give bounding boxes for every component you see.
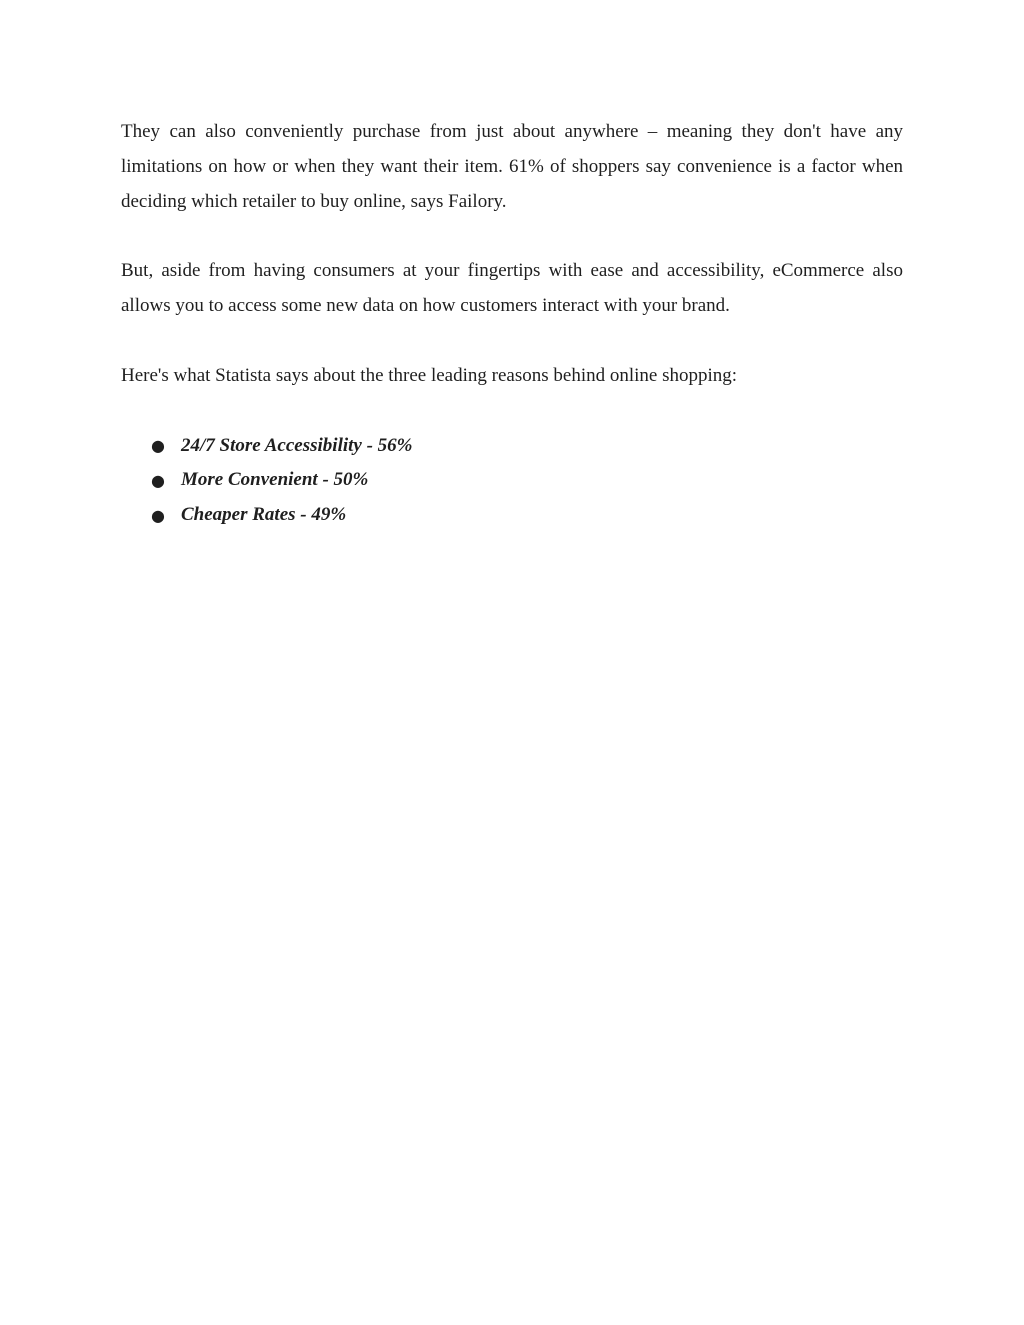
paragraph-statista-intro: Here's what Statista says about the three leading reasons behind online shopping: <box>121 364 738 386</box>
paragraph-ecommerce-data: But, aside from having consumers at your fingertips with ease and accessibility, eCommerce also allows you to access some new data on how customers interact with your brand. <box>121 260 903 316</box>
document-page <box>121 115 903 533</box>
bullet-icon: ● <box>151 436 165 456</box>
reason-text: Cheaper Rates - 49% <box>181 504 347 526</box>
bullet-icon: ● <box>151 505 165 525</box>
reason-text: 24/7 Store Accessibility - 56% <box>181 434 413 456</box>
reasons-list <box>121 428 903 532</box>
reason-text: More Convenient - 50% <box>181 469 369 491</box>
list-item <box>121 428 903 463</box>
bullet-icon: ● <box>151 470 165 490</box>
paragraph-convenience: They can also conveniently purchase from just about anywhere – meaning they don't have any limitations on how or when they want their item. 61% of shoppers say convenience is a factor when deciding which retailer to buy online, says Failory. <box>121 121 903 212</box>
list-item <box>121 498 903 533</box>
list-item <box>121 463 903 498</box>
